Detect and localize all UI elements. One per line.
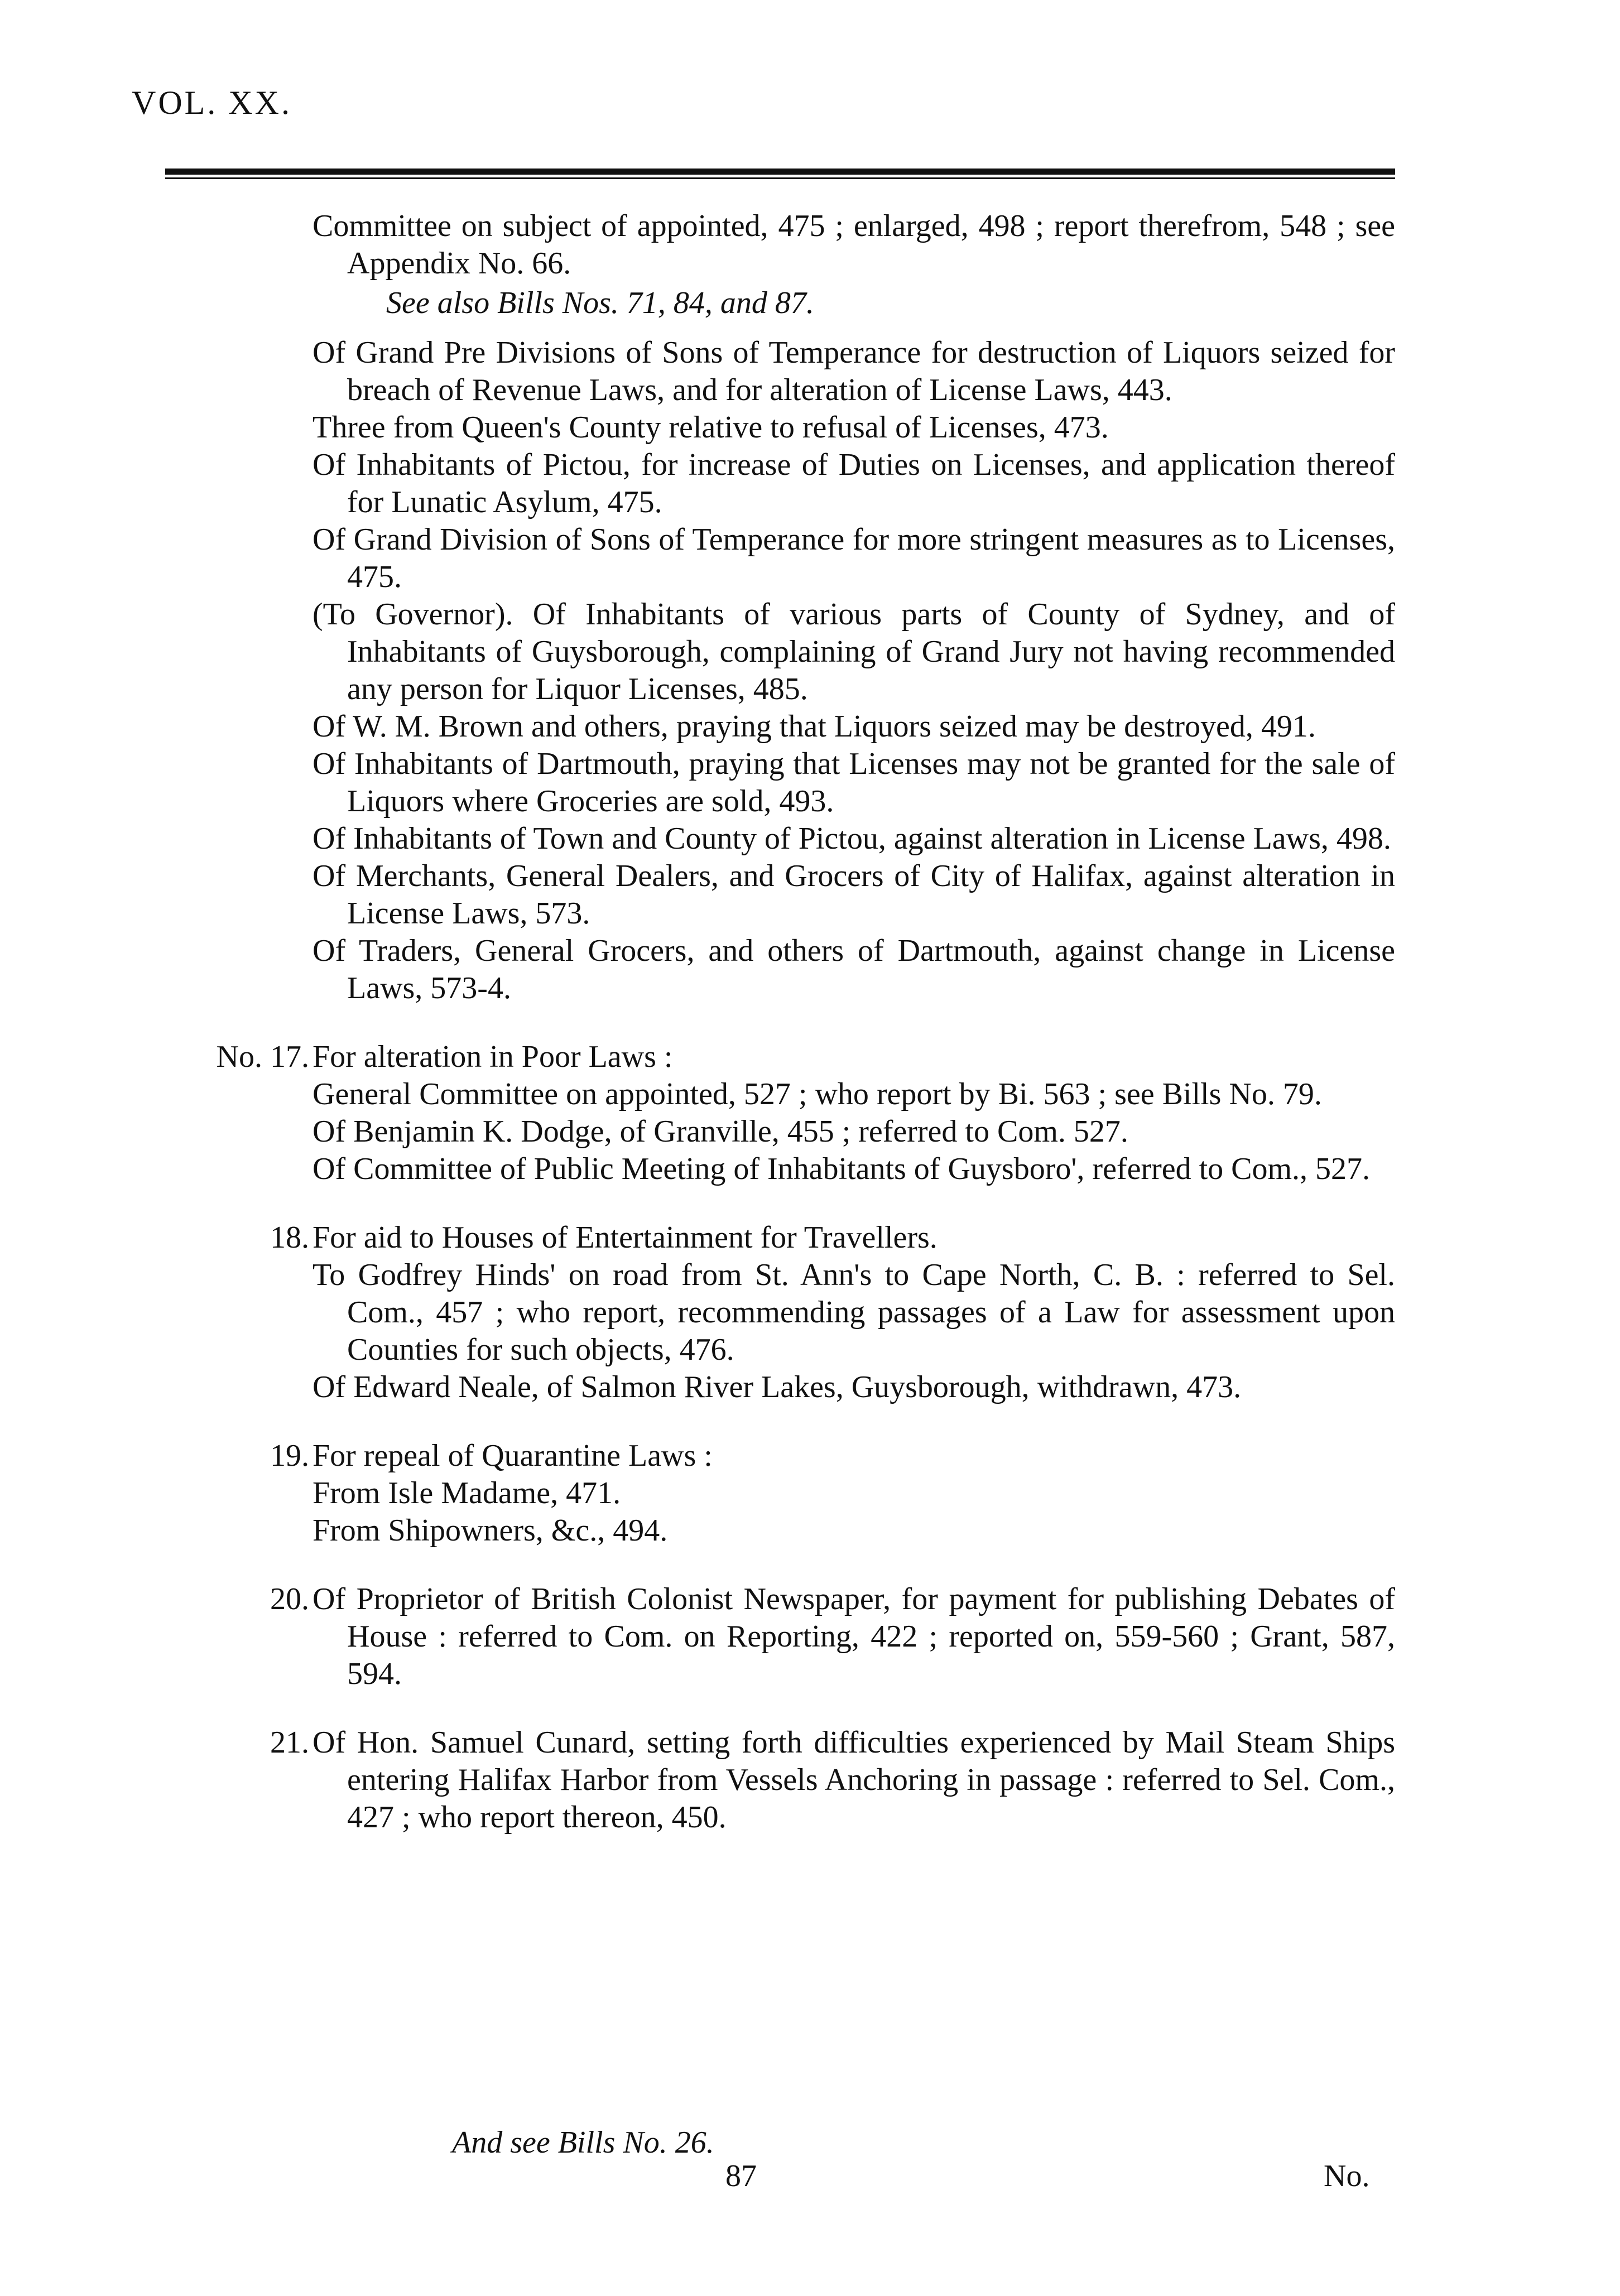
- section-number: 20.: [270, 1582, 309, 1616]
- section-heading-text: For repeal of Quarantine Laws :: [313, 1438, 713, 1473]
- index-entry: Of Inhabitants of Town and County of Pictou, against alteration in License Laws, 498.: [313, 821, 1391, 856]
- index-entry: Of Grand Division of Sons of Temperance for more stringent measures as to Licenses, 475.: [313, 522, 1395, 594]
- section-heading-text: For aid to Houses of Entertainment for Travellers.: [313, 1220, 938, 1255]
- index-entry: Of Grand Pre Divisions of Sons of Temperance for destruction of Liquors seized for breach of Revenue Laws, and for alteration of License Laws, 443.: [313, 335, 1395, 407]
- section-heading-text: For alteration in Poor Laws :: [313, 1039, 673, 1074]
- footer-see-also: And see Bills No. 26.: [452, 2125, 714, 2160]
- header-rule-thin: [165, 177, 1395, 179]
- index-entry: Of Committee of Public Meeting of Inhabitants of Guysboro', referred to Com., 527.: [313, 1152, 1371, 1186]
- index-entry: (To Governor). Of Inhabitants of various parts of County of Sydney, and of Inhabitants of Guysborough, complaining of Grand Jury not having recommended any person for Liquor Licenses, 485.: [313, 597, 1395, 706]
- index-entry: Of Inhabitants of Dartmouth, praying that Licenses may not be granted for the sale of Liquors where Groceries are sold, 493.: [313, 747, 1395, 819]
- petition-section-heading: [270, 1437, 1395, 1475]
- section-heading-text: Of Proprietor of British Colonist Newspaper, for payment for publishing Debates of House : referred to Com. on Reporting, 422 ; reported on, 559-560 ; Grant, 587, 594.: [313, 1582, 1395, 1691]
- index-entry: Committee on subject of appointed, 475 ; enlarged, 498 ; report therefrom, 548 ; see Appendix No. 66.: [313, 209, 1395, 281]
- header-rule-thick: [165, 169, 1395, 175]
- index-entry: To Godfrey Hinds' on road from St. Ann's to Cape North, C. B. : referred to Sel. Com., 457 ; who report, recommending passages of a Law for assessment upon Counties for such objects, 476.: [313, 1258, 1395, 1367]
- section-heading-text: Of Hon. Samuel Cunard, setting forth difficulties experienced by Mail Steam Ships entering Halifax Harbor from Vessels Anchoring in passage : referred to Sel. Com., 427 ; who report thereon, 450.: [313, 1725, 1395, 1835]
- see-also-note: See also Bills Nos. 71, 84, and 87.: [386, 286, 814, 320]
- index-entry: Of Merchants, General Dealers, and Grocers of City of Halifax, against alteration in License Laws, 573.: [313, 859, 1395, 931]
- petition-section-heading: [270, 1724, 1395, 1836]
- index-entry: Of W. M. Brown and others, praying that Liquors seized may be destroyed, 491.: [313, 709, 1316, 744]
- index-entry: Of Traders, General Grocers, and others of Dartmouth, against change in License Laws, 573-4.: [313, 933, 1395, 1005]
- section-number: No. 17.: [216, 1039, 309, 1074]
- index-entry: From Shipowners, &c., 494.: [313, 1513, 668, 1548]
- index-body: [216, 208, 1395, 1836]
- index-entry: Of Edward Neale, of Salmon River Lakes, Guysborough, withdrawn, 473.: [313, 1370, 1242, 1404]
- petition-section-heading: [270, 1219, 1395, 1257]
- catchword: No.: [1324, 2159, 1370, 2193]
- section-number: 21.: [270, 1725, 309, 1760]
- index-entry: From Isle Madame, 471.: [313, 1476, 621, 1510]
- section-number: 18.: [270, 1220, 309, 1255]
- petition-section-heading: [270, 1581, 1395, 1693]
- running-head: VOL. XX.: [132, 84, 292, 121]
- section-number: 19.: [270, 1438, 309, 1473]
- index-entry: Of Benjamin K. Dodge, of Granville, 455 ; referred to Com. 527.: [313, 1114, 1128, 1149]
- petition-section-heading: [216, 1038, 1395, 1076]
- index-entry: General Committee on appointed, 527 ; who report by Bi. 563 ; see Bills No. 79.: [313, 1077, 1322, 1111]
- page-number: 87: [725, 2159, 757, 2193]
- index-entry: Of Inhabitants of Pictou, for increase of Duties on Licenses, and application thereof for Lunatic Asylum, 475.: [313, 447, 1395, 519]
- index-entry: Three from Queen's County relative to refusal of Licenses, 473.: [313, 410, 1109, 445]
